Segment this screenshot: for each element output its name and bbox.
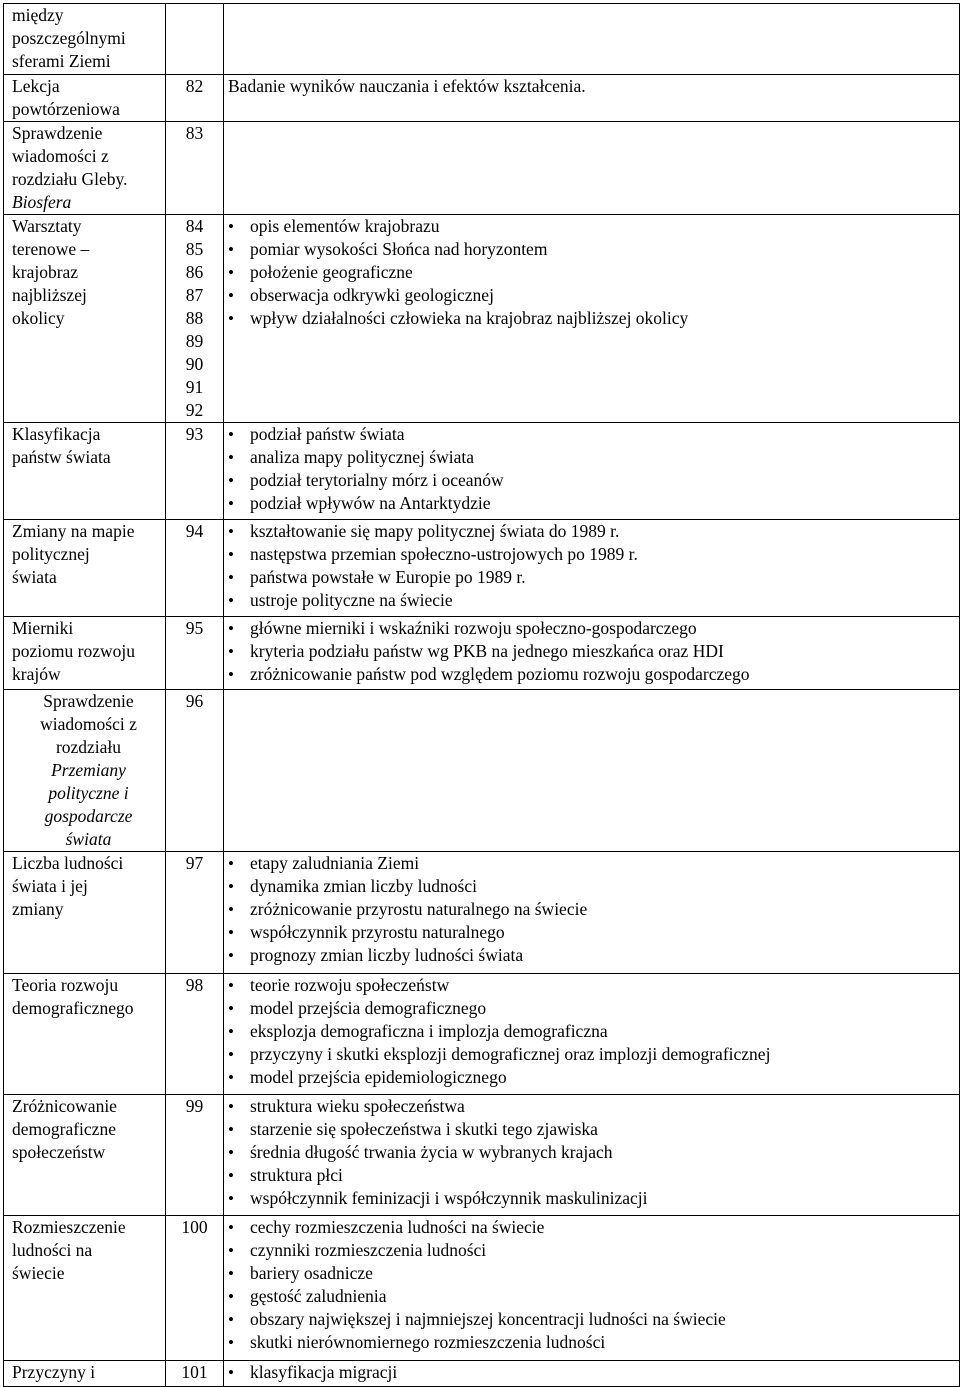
table-row: [4, 1361, 960, 1387]
topic-italic: świata: [65, 829, 112, 849]
lesson-number: 93: [185, 424, 204, 444]
bullet-item: • podział państw świata: [228, 423, 959, 446]
lesson-number-cell: [165, 974, 223, 1095]
bullet-item: • podział terytorialny mórz i oceanów: [228, 469, 959, 492]
bullet-item: • struktura wieku społeczeństwa: [228, 1095, 959, 1118]
lesson-number: 84: [185, 216, 204, 236]
bullet-list: [228, 852, 959, 967]
lesson-number: 100: [181, 1217, 208, 1237]
topic-line: wiadomości z: [12, 146, 109, 166]
topic-line: politycznej: [12, 544, 90, 564]
content-cell: [224, 520, 960, 617]
bullet-item: • gęstość zaludnienia: [228, 1285, 959, 1308]
bullet-item: • analiza mapy politycznej świata: [228, 446, 959, 469]
topic-cell: [4, 4, 166, 75]
topic-cell: [4, 852, 166, 974]
topic-line: [12, 168, 165, 191]
content-cell: [224, 974, 960, 1095]
lesson-number: 85: [185, 239, 204, 259]
topic-line: Przyczyny i: [12, 1362, 96, 1382]
bullet-item: • podział wpływów na Antarktydzie: [228, 492, 959, 515]
bullet-item: • położenie geograficzne: [228, 261, 959, 284]
bullet-item: • średnia długość trwania życia w wybranych krajach: [228, 1141, 959, 1164]
lesson-number: 94: [185, 521, 204, 541]
bullet-item: • przyczyny i skutki eksplozji demograficznej oraz implozji demograficznej: [228, 1043, 959, 1066]
topic-italic: gospodarcze: [44, 806, 133, 826]
bullet-item: • współczynnik feminizacji i współczynnik maskulinizacji: [228, 1187, 959, 1210]
bullet-item: • czynniki rozmieszczenia ludności: [228, 1239, 959, 1262]
content-cell: [224, 617, 960, 690]
lesson-number: 87: [185, 285, 204, 305]
topic-line: terenowe –: [12, 239, 90, 259]
lesson-number-cell: [165, 1216, 223, 1361]
table-row: [4, 215, 960, 423]
topic-italic: Przemiany: [51, 760, 126, 780]
topic-line: poszczególnymi: [12, 28, 126, 48]
topic-cell: [4, 974, 166, 1095]
lesson-number-cell: [165, 852, 223, 974]
content-cell: [224, 1095, 960, 1216]
table-row: [4, 690, 960, 852]
topic-line: Zróżnicowanie: [12, 1096, 117, 1116]
topic-line: wiadomości z: [40, 714, 137, 734]
topic-line: między: [12, 5, 64, 25]
table-row: [4, 4, 960, 75]
topic-line: ludności na: [12, 1240, 93, 1260]
table-row: [4, 75, 960, 122]
bullet-item: • klasyfikacja migracji: [228, 1361, 959, 1384]
topic-line: świata: [12, 567, 57, 587]
lesson-number-cell: [165, 520, 223, 617]
bullet-list: [228, 1095, 959, 1210]
bullet-item: • zróżnicowanie państw pod względem poziomu rozwoju gospodarczego: [228, 663, 959, 686]
bullet-item: • obserwacja odkrywki geologicznej: [228, 284, 959, 307]
bullet-item: • następstwa przemian społeczno-ustrojowych po 1989 r.: [228, 543, 959, 566]
bullet-item: • główne mierniki i wskaźniki rozwoju społeczno-gospodarczego: [228, 617, 959, 640]
bullet-item: • pomiar wysokości Słońca nad horyzontem: [228, 238, 959, 261]
topic-line: [12, 191, 165, 214]
topic-cell: [4, 690, 166, 852]
topic-line: powtórzeniowa: [12, 99, 120, 119]
bullet-item: • model przejścia epidemiologicznego: [228, 1066, 959, 1089]
topic-line: Liczba ludności: [12, 853, 124, 873]
content-cell: [224, 122, 960, 215]
bullet-item: • ustroje polityczne na świecie: [228, 589, 959, 612]
topic-line: świata i jej: [12, 876, 88, 896]
bullet-item: • kształtowanie się mapy politycznej świata do 1989 r.: [228, 520, 959, 543]
table-row: [4, 852, 960, 974]
bullet-list: [228, 974, 959, 1089]
topic-cell: [4, 617, 166, 690]
lesson-number-cell: [165, 215, 223, 423]
table-row: [4, 974, 960, 1095]
lesson-number: 86: [185, 262, 204, 282]
content-cell: [224, 75, 960, 122]
lesson-number: 98: [185, 975, 204, 995]
lesson-number: 83: [185, 123, 204, 143]
bullet-item: • prognozy zmian liczby ludności świata: [228, 944, 959, 967]
lesson-number: 82: [185, 76, 204, 96]
bullet-item: • teorie rozwoju społeczeństw: [228, 974, 959, 997]
bullet-item: • model przejścia demograficznego: [228, 997, 959, 1020]
lesson-number-cell: [165, 690, 223, 852]
topic-line: Warsztaty: [12, 216, 82, 236]
table-row: [4, 423, 960, 520]
content-cell: [224, 215, 960, 423]
content-cell: [224, 1361, 960, 1387]
lesson-number-cell: [165, 617, 223, 690]
content-cell: [224, 852, 960, 974]
lesson-number: 99: [185, 1096, 204, 1116]
content-cell: [224, 4, 960, 75]
topic-line: [12, 782, 165, 805]
topic-line: poziomu rozwoju: [12, 641, 135, 661]
bullet-item: • państwa powstałe w Europie po 1989 r.: [228, 566, 959, 589]
topic-line: Sprawdzenie: [43, 691, 134, 711]
bullet-item: • wpływ działalności człowieka na krajobraz najbliższej okolicy: [228, 307, 959, 330]
content-cell: [224, 1216, 960, 1361]
bullet-item: • eksplozja demograficzna i implozja demograficzna: [228, 1020, 959, 1043]
table-row: [4, 617, 960, 690]
lesson-number: 92: [185, 400, 204, 420]
bullet-list: [228, 520, 959, 612]
topic-text: rozdziału Gleby.: [12, 169, 128, 189]
topic-cell: [4, 1095, 166, 1216]
topic-line: demograficznego: [12, 998, 134, 1018]
bullet-item: • kryteria podziału państw wg PKB na jednego mieszkańca oraz HDI: [228, 640, 959, 663]
topic-line: Rozmieszczenie: [12, 1217, 126, 1237]
lesson-number: 91: [185, 377, 204, 397]
bullet-item: • cechy rozmieszczenia ludności na świecie: [228, 1216, 959, 1239]
lesson-number-cell: [165, 122, 223, 215]
bullet-list: [228, 423, 959, 515]
lesson-number-cell: [165, 1095, 223, 1216]
lesson-number-cell: [165, 75, 223, 122]
table-row: [4, 1216, 960, 1361]
topic-cell: [4, 423, 166, 520]
topic-cell: [4, 75, 166, 122]
bullet-list: [228, 215, 959, 330]
content-cell: [224, 423, 960, 520]
lesson-number: 95: [185, 618, 204, 638]
lesson-number-cell: [165, 1361, 223, 1387]
bullet-item: • dynamika zmian liczby ludności: [228, 875, 959, 898]
topic-cell: [4, 1361, 166, 1387]
table-row: [4, 122, 960, 215]
topic-italic: Biosfera: [12, 192, 72, 212]
lesson-number: 101: [181, 1362, 208, 1382]
topic-line: społeczeństw: [12, 1142, 106, 1162]
bullet-item: • starzenie się społeczeństwa i skutki tego zjawiska: [228, 1118, 959, 1141]
topic-line: demograficzne: [12, 1119, 116, 1139]
lesson-number-cell: [165, 4, 223, 75]
topic-line: krajobraz: [12, 262, 79, 282]
bullet-item: • zróżnicowanie przyrostu naturalnego na świecie: [228, 898, 959, 921]
lesson-number: 88: [185, 308, 204, 328]
topic-line: [12, 759, 165, 782]
bullet-item: • opis elementów krajobrazu: [228, 215, 959, 238]
topic-line: [12, 805, 165, 828]
bullet-list: [228, 1216, 959, 1354]
topic-cell: [4, 122, 166, 215]
topic-line: Mierniki: [12, 618, 74, 638]
lesson-plan-table: [3, 3, 960, 1387]
topic-cell: [4, 520, 166, 617]
lesson-number: 97: [185, 853, 204, 873]
bullet-item: • etapy zaludniania Ziemi: [228, 852, 959, 875]
content-text: Badanie wyników nauczania i efektów kształcenia.: [228, 76, 586, 96]
topic-line: Sprawdzenie: [12, 123, 103, 143]
bullet-list: [228, 1361, 959, 1384]
topic-line: Teoria rozwoju: [12, 975, 119, 995]
topic-line: Klasyfikacja: [12, 424, 101, 444]
topic-line: krajów: [12, 664, 61, 684]
topic-cell: [4, 215, 166, 423]
lesson-number: 90: [185, 354, 204, 374]
topic-line: [12, 828, 165, 851]
bullet-item: • struktura płci: [228, 1164, 959, 1187]
topic-cell: [4, 1216, 166, 1361]
lesson-number-cell: [165, 423, 223, 520]
bullet-item: • obszary największej i najmniejszej koncentracji ludności na świecie: [228, 1308, 959, 1331]
table-row: [4, 1095, 960, 1216]
topic-line: świecie: [12, 1263, 65, 1283]
topic-line: okolicy: [12, 308, 65, 328]
lesson-number: 89: [185, 331, 204, 351]
table-row: [4, 520, 960, 617]
topic-line: Lekcja: [12, 76, 60, 96]
topic-italic: polityczne i: [48, 783, 129, 803]
topic-line: zmiany: [12, 899, 64, 919]
topic-line: Zmiany na mapie: [12, 521, 135, 541]
lesson-number: 96: [185, 691, 204, 711]
content-cell: [224, 690, 960, 852]
bullet-item: • bariery osadnicze: [228, 1262, 959, 1285]
topic-line: sferami Ziemi: [12, 51, 111, 71]
topic-line: państw świata: [12, 447, 111, 467]
topic-line: rozdziału: [55, 737, 122, 757]
bullet-item: • skutki nierównomiernego rozmieszczenia ludności: [228, 1331, 959, 1354]
bullet-list: [228, 617, 959, 686]
topic-line: najbliższej: [12, 285, 87, 305]
bullet-item: • współczynnik przyrostu naturalnego: [228, 921, 959, 944]
